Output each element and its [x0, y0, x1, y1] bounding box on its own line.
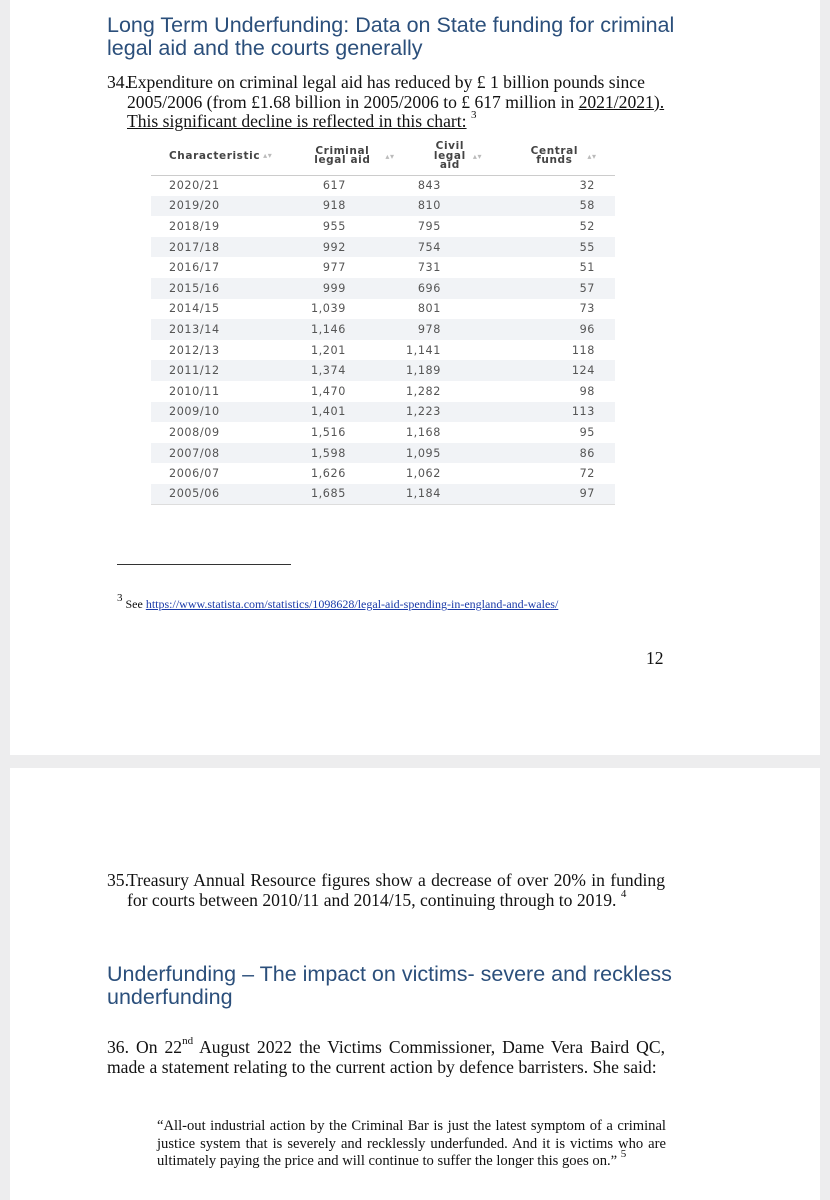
column-header-central-funds[interactable]: Central funds ▴▾ — [506, 138, 615, 175]
footnote-ref[interactable]: 3 — [470, 109, 477, 122]
document-page-12 — [10, 0, 820, 755]
block-quote: “All-out industrial action by the Criminal Bar is just the latest symptom of a criminal justice system that is severely and recklessly underfunded. And it is victims who are ultimately paying the price and will continue to suffer the longer this goes on.” $^5$ — [157, 1118, 666, 1169]
paragraph-35 — [107, 871, 665, 910]
cell-characteristic: 2018/19 — [169, 219, 220, 233]
table-row — [151, 319, 615, 340]
cell-central-funds: 98 — [579, 384, 595, 398]
paragraph-36 — [107, 1035, 665, 1077]
cell-criminal-legal-aid: 1,201 — [310, 343, 346, 357]
cell-criminal-legal-aid: 1,401 — [291, 402, 406, 423]
cell-characteristic: 2011/12 — [151, 360, 291, 381]
paragraph-number: 35. — [107, 870, 129, 890]
cell-civil-legal-aid: 696 — [406, 278, 506, 299]
cell-characteristic: 2020/21 — [169, 179, 220, 193]
table-row — [151, 175, 615, 196]
cell-central-funds: 55 — [506, 237, 615, 258]
sort-icon[interactable]: ▴▾ — [472, 151, 483, 161]
section-heading-underfunding-data: Long Term Underfunding: Data on State funding for criminal legal aid and the courts generally — [107, 13, 675, 60]
paragraph-34 — [107, 73, 667, 132]
cell-characteristic: 2008/09 — [169, 425, 220, 439]
table-header-row — [151, 138, 615, 175]
cell-central-funds: 57 — [506, 278, 615, 299]
column-header-civil-legal-aid[interactable]: Civil legal aid▴▾ — [406, 138, 506, 175]
cell-criminal-legal-aid: 617 — [322, 179, 346, 193]
column-header-criminal-legal-aid[interactable]: Criminal legal aid ▴▾ — [291, 138, 406, 175]
cell-civil-legal-aid: 810 — [406, 196, 506, 217]
cell-criminal-legal-aid: 1,470 — [310, 384, 346, 398]
document-page-13 — [10, 768, 820, 1200]
cell-central-funds: 113 — [506, 402, 615, 423]
cell-characteristic: 2015/16 — [151, 278, 291, 299]
sort-icon[interactable]: ▴▾ — [587, 151, 597, 161]
cell-criminal-legal-aid: 977 — [322, 261, 346, 275]
sort-icon[interactable]: ▴▾ — [385, 151, 395, 161]
cell-criminal-legal-aid: 1,685 — [291, 484, 406, 505]
legal-aid-table — [151, 138, 615, 505]
cell-civil-legal-aid: 1,168 — [405, 425, 441, 439]
cell-civil-legal-aid: 731 — [417, 261, 441, 275]
cell-characteristic: 2013/14 — [151, 319, 291, 340]
cell-characteristic: 2006/07 — [169, 467, 220, 481]
table-row — [151, 381, 615, 402]
statista-link[interactable]: https://www.statista.com/statistics/1098628/legal-aid-spending-in-england-and-wales/ — [145, 597, 559, 611]
table-row — [151, 340, 615, 361]
cell-central-funds: 118 — [571, 343, 595, 357]
cell-civil-legal-aid: 843 — [417, 179, 441, 193]
footnote-ref[interactable]: 5 — [620, 1148, 627, 1161]
cell-characteristic: 2014/15 — [169, 302, 220, 316]
table-row — [151, 463, 615, 484]
cell-criminal-legal-aid: 999 — [291, 278, 406, 299]
cell-central-funds: 95 — [579, 425, 595, 439]
cell-criminal-legal-aid: 1,374 — [291, 360, 406, 381]
cell-central-funds: 72 — [579, 467, 595, 481]
cell-central-funds: 97 — [506, 484, 615, 505]
cell-criminal-legal-aid: 1,039 — [310, 302, 346, 316]
underlined-text: 2021/2021). This significant decline is reflected in this chart: — [127, 91, 665, 131]
cell-civil-legal-aid: 1,095 — [406, 443, 506, 464]
cell-characteristic: 2017/18 — [151, 237, 291, 258]
cell-central-funds: 86 — [506, 443, 615, 464]
table-row — [151, 216, 615, 237]
cell-criminal-legal-aid: 918 — [291, 196, 406, 217]
paragraph-number: 34. — [107, 72, 129, 92]
cell-criminal-legal-aid: 1,516 — [310, 425, 346, 439]
paragraph-text: Treasury Annual Resource figures show a decrease of over 20% in funding for courts between 2010/11 and 2014/15, continuing through to 2019. $^4$ — [127, 870, 665, 910]
table-row — [151, 196, 615, 217]
table-row — [151, 402, 615, 423]
cell-civil-legal-aid: 1,189 — [406, 360, 506, 381]
section-heading-impact-on-victims: Underfunding – The impact on victims- severe and reckless underfunding — [107, 962, 672, 1009]
cell-civil-legal-aid: 1,062 — [405, 467, 441, 481]
cell-central-funds: 32 — [579, 179, 595, 193]
cell-criminal-legal-aid: 992 — [291, 237, 406, 258]
sort-icon[interactable]: ▴▾ — [263, 151, 273, 161]
table-row — [151, 484, 615, 505]
cell-civil-legal-aid: 795 — [417, 219, 441, 233]
footnote-3: $^3$ See https://www.statista.com/statistics/1098628/legal-aid-spending-in-england-and-wales/ — [117, 592, 559, 611]
cell-central-funds: 52 — [579, 219, 595, 233]
cell-civil-legal-aid: 978 — [406, 319, 506, 340]
table-row — [151, 443, 615, 464]
column-header-characteristic[interactable]: Characteristic ▴▾ — [151, 138, 291, 175]
cell-characteristic: 2019/20 — [151, 196, 291, 217]
cell-civil-legal-aid: 1,223 — [406, 402, 506, 423]
table-row — [151, 299, 615, 320]
cell-civil-legal-aid: 1,184 — [406, 484, 506, 505]
table-row — [151, 237, 615, 258]
cell-characteristic: 2009/10 — [151, 402, 291, 423]
cell-criminal-legal-aid: 955 — [322, 219, 346, 233]
cell-civil-legal-aid: 1,141 — [405, 343, 441, 357]
page-number: 12 — [646, 648, 664, 668]
table-row — [151, 360, 615, 381]
cell-characteristic: 2012/13 — [169, 343, 220, 357]
table-row — [151, 422, 615, 443]
table-row — [151, 257, 615, 278]
cell-criminal-legal-aid: 1,598 — [291, 443, 406, 464]
cell-central-funds: 51 — [579, 261, 595, 275]
cell-characteristic: 2007/08 — [151, 443, 291, 464]
table-row — [151, 278, 615, 299]
cell-central-funds: 58 — [506, 196, 615, 217]
cell-civil-legal-aid: 754 — [406, 237, 506, 258]
paragraph-text: 36. On 22nd August 2022 the Victims Commissioner, Dame Vera Baird QC, made a statement relating to the current action by defence barristers. She said: — [107, 1035, 665, 1077]
cell-characteristic: 2010/11 — [169, 384, 220, 398]
cell-criminal-legal-aid: 1,626 — [310, 467, 346, 481]
cell-central-funds: 73 — [579, 302, 595, 316]
paragraph-text: Expenditure on criminal legal aid has reduced by £ 1 billion pounds since 2005/2006 (from £1.68 billion in 2005/2006 to £ 617 million in 2021/2021). This significant decline is reflected in this chart: $^3$ — [127, 72, 665, 131]
cell-civil-legal-aid: 1,282 — [405, 384, 441, 398]
cell-central-funds: 124 — [506, 360, 615, 381]
cell-characteristic: 2016/17 — [169, 261, 220, 275]
cell-central-funds: 96 — [506, 319, 615, 340]
footnote-ref[interactable]: 4 — [620, 887, 627, 900]
footnote-marker: 3 — [117, 592, 123, 604]
cell-civil-legal-aid: 801 — [417, 302, 441, 316]
cell-criminal-legal-aid: 1,146 — [291, 319, 406, 340]
cell-characteristic: 2005/06 — [151, 484, 291, 505]
footnote-divider — [117, 564, 291, 565]
